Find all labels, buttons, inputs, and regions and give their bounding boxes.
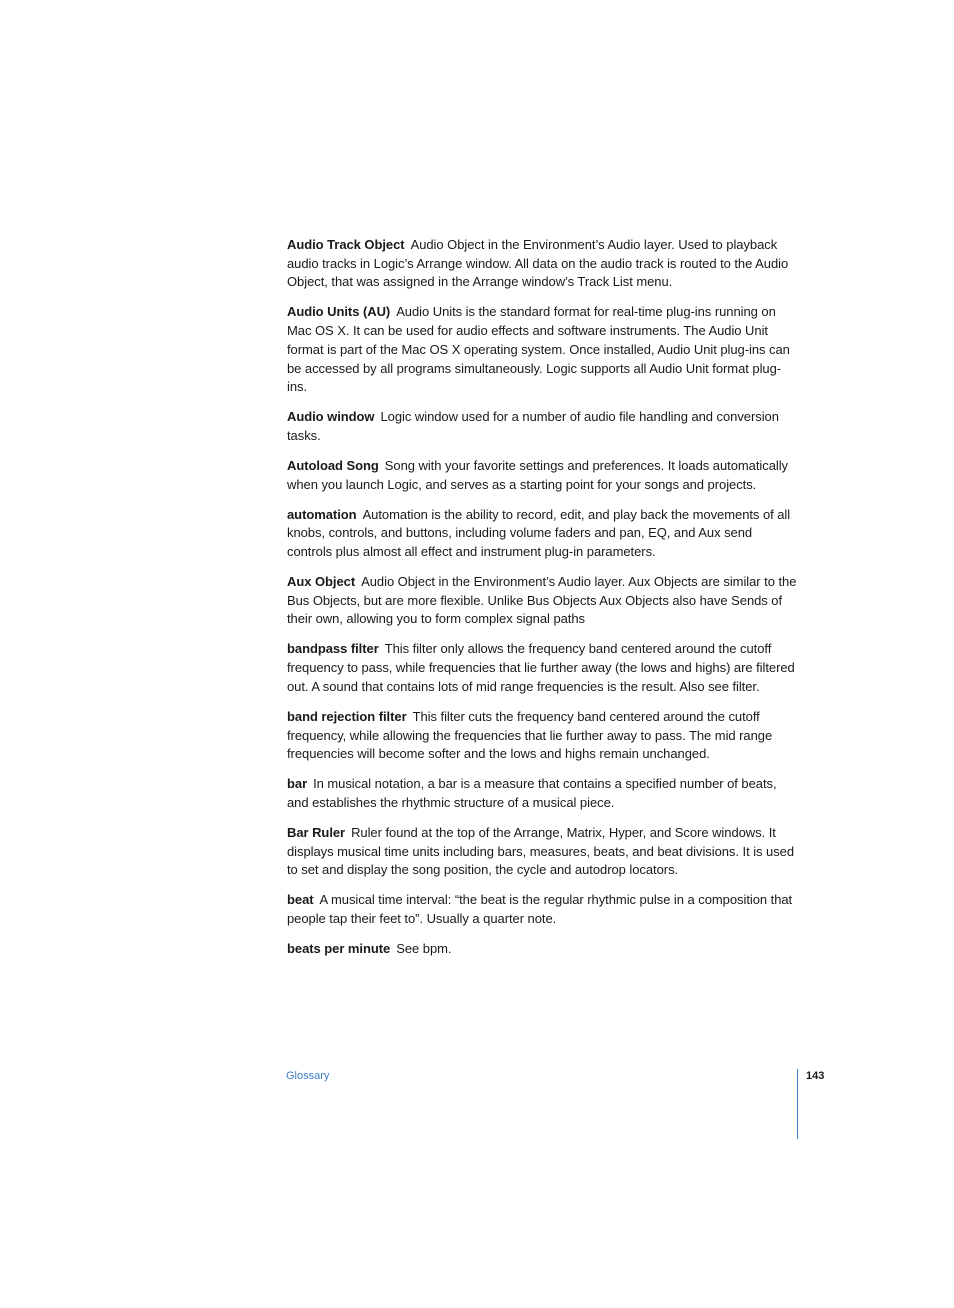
glossary-entry xyxy=(287,457,797,494)
glossary-entry xyxy=(287,640,797,696)
glossary-term: Audio window xyxy=(287,409,375,425)
glossary-term: beat xyxy=(287,892,314,908)
glossary-definition: In musical notation, a bar is a measure that contains a specified number of beats, and establishes the rhythmic structure of a musical piece. xyxy=(287,776,777,810)
footer-divider xyxy=(797,1069,798,1139)
glossary-entry xyxy=(287,708,797,764)
glossary-definition: Audio Units is the standard format for real-time plug-ins running on Mac OS X. It can be used for audio effects and software instruments. The Audio Unit format is part of the Mac OS X operating system. Once installed, Audio Unit plug-ins can be accessed by all programs simultaneously. Logic supports all Audio Unit format plug-ins. xyxy=(287,304,790,395)
glossary-definition: See bpm. xyxy=(396,941,452,957)
glossary-definition: Audio Object in the Environment’s Audio layer. Aux Objects are similar to the Bus Objects, but are more flexible. Unlike Bus Objects Aux Objects also have Sends of their own, allowing you to form complex signal paths xyxy=(287,574,797,627)
glossary-entry xyxy=(287,408,797,445)
glossary-term: Autoload Song xyxy=(287,457,379,473)
glossary-entry xyxy=(287,775,797,812)
glossary-term: Bar Ruler xyxy=(287,824,346,840)
glossary-definition: This filter only allows the frequency band centered around the cutoff frequency to pass, while frequencies that lie further away (the lows and highs) are filtered out. A sound that contains lots of mid range frequencies is the result. Also see filter. xyxy=(287,641,795,694)
glossary-entry xyxy=(287,573,797,629)
glossary-term: band rejection filter xyxy=(287,708,407,724)
glossary-definition: Automation is the ability to record, edit, and play back the movements of all knobs, controls, and buttons, including volume faders and pan, EQ, and Aux send controls plus almost all effect and instrument plug-in parameters. xyxy=(287,506,791,560)
glossary-term: Audio Units (AU) xyxy=(287,304,391,320)
glossary-entry xyxy=(287,506,797,562)
glossary-term: Audio Track Object xyxy=(287,237,405,252)
glossary-term: automation xyxy=(287,506,357,522)
glossary-definition: A musical time interval: “the beat is the regular rhythmic pulse in a composition that people tap their feet to”. Usually a quarter note. xyxy=(287,892,793,927)
glossary-definition: Audio Object in the Environment’s Audio layer. Used to playback audio tracks in Logic’s Arrange window. All data on the audio track is routed to the Audio Object, that was assigned in the Arrange window’s Track List menu. xyxy=(287,237,789,290)
glossary-term: bandpass filter xyxy=(287,641,379,657)
glossary-entry xyxy=(287,236,797,292)
glossary-entry xyxy=(287,303,797,397)
glossary-entry xyxy=(287,891,797,928)
glossary-definition: Logic window used for a number of audio file handling and conversion tasks. xyxy=(287,409,779,443)
glossary-definition: This filter cuts the frequency band centered around the cutoff frequency, while allowing the frequencies that lie further away to pass. The mid range frequencies will become softer and the lows and highs remain unchanged. xyxy=(287,708,773,762)
page-number: 143 xyxy=(806,1070,825,1082)
glossary-definition: Song with your favorite settings and preferences. It loads automatically when you launch Logic, and serves as a starting point for your songs and projects. xyxy=(287,457,789,492)
glossary-term: bar xyxy=(287,776,308,792)
glossary-term: Aux Object xyxy=(287,574,356,590)
glossary-list xyxy=(287,236,797,970)
glossary-entry xyxy=(287,824,797,880)
glossary-entry xyxy=(287,940,797,959)
glossary-term: beats per minute xyxy=(287,941,391,957)
glossary-definition: Ruler found at the top of the Arrange, Matrix, Hyper, and Score windows. It displays musical time units including bars, measures, beats, and beat divisions. It is used to set and display the song position, the cycle and autodrop locators. xyxy=(287,824,795,878)
footer-section-title: Glossary xyxy=(286,1070,330,1082)
